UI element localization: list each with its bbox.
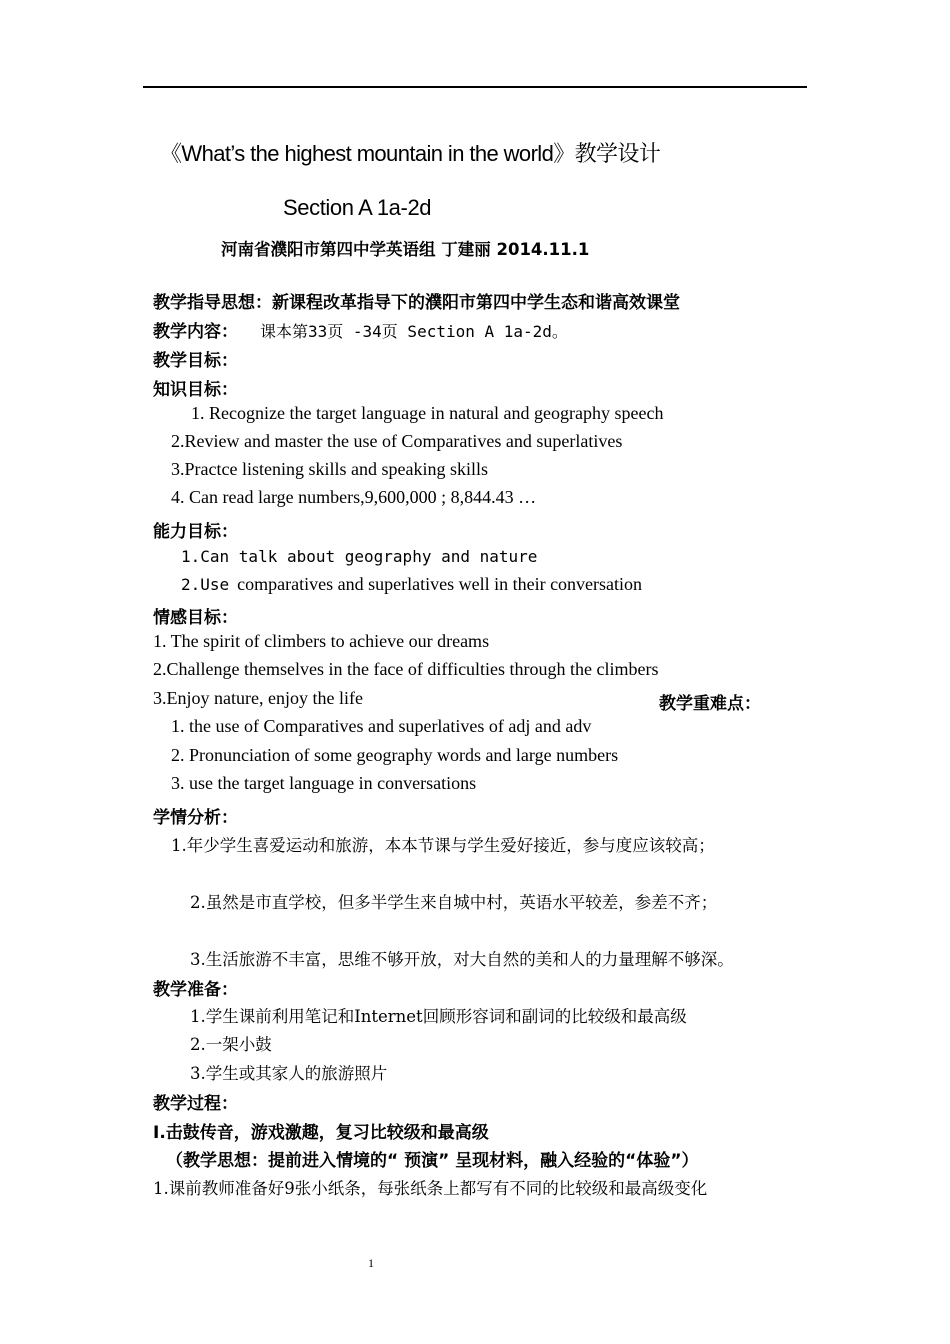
ability-item: 1.Can talk about geography and nature [181,547,538,566]
ability-item-2 [181,574,642,595]
emotion-label: 情感目标： [153,608,238,628]
content-row [153,317,568,342]
process-label: 教学过程： [153,1094,238,1114]
key-points-label: 教学重难点： [659,694,761,714]
emotion-item: 3.Enjoy nature, enjoy the life [153,688,363,708]
emotion-item: 2.Challenge themselves in the face of difficulties through the climbers [153,659,659,679]
knowledge-item: 2.Review and master the use of Comparatives and superlatives [171,431,623,451]
process-step-thought: （教学思想：提前进入情境的“ 预演” 呈现材料，融入经验的“体验”） [166,1151,699,1171]
content-text: 课本第33页 -34页 Section A 1a-2d。 [260,322,568,341]
guiding-thought: 教学指导思想：新课程改革指导下的濮阳市第四中学生态和谐高效课堂 [153,293,680,313]
knowledge-item: 4. Can read large numbers,9,600,000 ; 8,844.43 … [171,487,537,507]
content-label: 教学内容： [153,322,238,342]
document-title: 《What’s the highest mountain in the world》教学设计 [160,141,661,166]
analysis-item: 3.生活旅游不丰富，思维不够开放，对大自然的美和人的力量理解不够深。 [190,950,734,969]
author-line: 河南省濮阳市第四中学英语组 丁建丽 2014.11.1 [221,240,590,259]
knowledge-item: 1. Recognize the target language in natural and geography speech [191,403,664,423]
process-step-title: I.击鼓传音，游戏激趣，复习比较级和最高级 [153,1123,489,1143]
preparation-item: 2.一架小鼓 [190,1035,272,1054]
page-number: 1 [368,1256,374,1270]
key-point-item: 1. the use of Comparatives and superlatives of adj and adv [171,716,592,736]
emotion-item: 1. The spirit of climbers to achieve our dreams [153,631,490,651]
key-point-item: 3. use the target language in conversations [171,773,477,793]
document-subtitle: Section A 1a-2d [283,195,432,220]
knowledge-label: 知识目标： [153,380,238,400]
ability-item-2-prefix: 2.Use [181,575,230,594]
knowledge-item: 3.Practce listening skills and speaking skills [171,459,488,479]
objectives-label: 教学目标： [153,351,238,371]
header-rule [143,86,807,88]
analysis-label: 学情分析： [153,808,238,828]
ability-item-2-text: comparatives and superlatives well in their conversation [237,574,643,594]
process-step-item: 1.课前教师准备好9张小纸条，每张纸条上都写有不同的比较级和最高级变化 [153,1179,708,1198]
preparation-item: 3.学生或其家人的旅游照片 [190,1064,388,1083]
analysis-item: 2.虽然是市直学校，但多半学生来自城中村，英语水平较差，参差不齐； [190,893,718,912]
preparation-label: 教学准备： [153,980,238,1000]
key-point-item: 2. Pronunciation of some geography words and large numbers [171,745,619,765]
ability-label: 能力目标： [153,522,238,542]
preparation-item: 1.学生课前利用笔记和Internet回顾形容词和副词的比较级和最高级 [190,1007,687,1026]
analysis-item: 1.年少学生喜爱运动和旅游，本本节课与学生爱好接近，参与度应该较高； [171,836,715,855]
